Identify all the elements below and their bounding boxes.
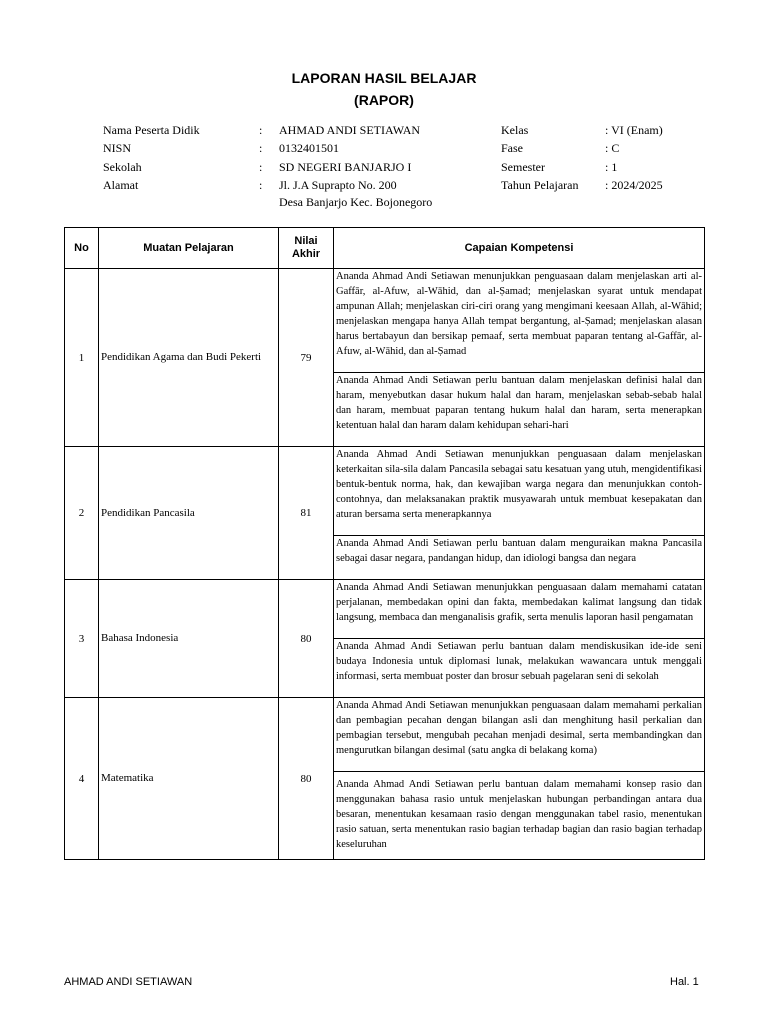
row-score: 81 [279,447,334,580]
row-improvement: Ananda Ahmad Andi Setiawan perlu bantuan dalam menjelaskan definisi halal dan haram, menyebutkan dasar hukum halal dan haram, menjelaskan sebab-sebab halal dan haram, membuat paparan tentang hukum halal dan haram, serta menerapkan ketentuan halal dan haram dalam kehidupan sehari-hari [334,373,705,447]
col-subject-header: Muatan Pelajaran [99,228,279,269]
nisn-label: NISN [103,141,132,155]
phase-label: Fase [501,141,523,155]
row-improvement: Ananda Ahmad Andi Setiawan perlu bantuan dalam menguraikan makna Pancasila sebagai dasar negara, pandangan hidup, dan idiologi bangsa dan negara [334,536,705,580]
row-improvement: Ananda Ahmad Andi Setiawan perlu bantuan dalam memahami konsep rasio dan menggunakan bahasa rasio untuk menjelaskan hubungan perbandingan antara dua besaran, menentukan kesamaan rasio dengan menggunakan tabel rasio, menentukan rasio satuan, serta menentukan rasio bagian terhadap bagian dan rasio bagian terhadap keseluruhan [334,772,705,860]
table-row [65,447,705,536]
row-subject: Bahasa Indonesia [99,580,279,698]
row-score: 79 [279,269,334,447]
school-value: SD NEGERI BANJARJO I [279,160,412,174]
col-score-line2: Akhir [291,248,321,260]
col-no-header: No [65,228,99,269]
report-title: LAPORAN HASIL BELAJAR [291,70,477,86]
footer-student-name: AHMAD ANDI SETIAWAN [64,976,193,988]
school-label: Sekolah [103,160,142,174]
row-no: 4 [65,698,99,860]
year-label: Tahun Pelajaran [501,178,579,192]
row-achievement: Ananda Ahmad Andi Setiawan menunjukkan penguasaan dalam menjelaskan keterkaitan sila-sila dalam Pancasila sebagai satu kesatuan yang utuh, mengidentifikasi bentuk-bentuk norma, hak, dan kewajiban warga negara dan menunjukkan contoh-contohnya, dan melaksanakan praktik musyawarah untuk membuat kesepakatan dan aturan bersama serta menerapkannya [334,447,705,536]
address-label: Alamat [103,178,139,192]
address-line2: Desa Banjarjo Kec. Bojonegoro [279,195,433,209]
colon: : [259,123,263,137]
table-row [65,269,705,373]
row-subject: Matematika [99,698,279,860]
colon: : [259,160,263,174]
address-line1: Jl. J.A Suprapto No. 200 [279,178,397,192]
table-row [65,580,705,639]
row-achievement: Ananda Ahmad Andi Setiawan menunjukkan penguasaan dalam menjelaskan arti al-Gaffār, al-Afuw, al-Wāhid, dan al-Ṣamad; menjelaskan syarat untuk mendapat ampunan Allah; menjelaskan ciri-ciri orang yang mengimani keesaan Allah, al-Wāhid; menjelaskan mengapa hanya Allah tempat bergantung, al-Ṣamad; menjelaskan alasan harus bertabayun dan bersikap pemaaf, serta membuat paparan tentang al-Gaffār, al-Afuw, al-Wāhid, dan al-Ṣamad [334,269,705,373]
table-header-row [65,228,705,269]
class-value: : VI (Enam) [605,123,663,137]
row-score: 80 [279,580,334,698]
grades-table [64,227,705,860]
row-no: 1 [65,269,99,447]
row-score: 80 [279,698,334,860]
colon: : [259,141,263,155]
report-subtitle: (RAPOR) [354,92,414,108]
row-achievement: Ananda Ahmad Andi Setiawan menunjukkan penguasaan dalam memahami perkalian dan pembagian pecahan dengan bilangan asli dan menghitung hasil perkalian dan pembagian tersebut, mengubah pecahan menjadi desimal, serta membandingkan dan mengurutkan bilangan desimal (satu angka di belakang koma) [334,698,705,772]
col-competency-header: Capaian Kompetensi [334,228,705,269]
nisn-value: 0132401501 [279,141,339,155]
name-value: AHMAD ANDI SETIAWAN [279,123,421,137]
footer-page-number: Hal. 1 [670,976,699,988]
class-label: Kelas [501,123,529,137]
col-score-line1: Nilai [294,235,318,247]
semester-value: : 1 [605,160,618,174]
student-info [0,123,768,215]
table-row [65,698,705,772]
semester-label: Semester [501,160,545,174]
col-score-header [279,228,334,269]
year-value: : 2024/2025 [605,178,663,192]
row-improvement: Ananda Ahmad Andi Setiawan perlu bantuan dalam mendiskusikan ide-ide seni budaya Indonesia untuk diplomasi lunak, melakukan wawancara untuk menggali informasi, serta membuat poster dan brosur sebuah pagelaran seni di sekolah [334,639,705,698]
row-achievement: Ananda Ahmad Andi Setiawan menunjukkan penguasaan dalam memahami catatan perjalanan, membedakan opini dan fakta, membedakan kalimat langsung dan tidak langsung, membaca dan menganalisis grafik, serta menulis laporan hasil pengamatan [334,580,705,639]
row-no: 3 [65,580,99,698]
row-no: 2 [65,447,99,580]
row-subject: Pendidikan Pancasila [99,447,279,580]
name-label: Nama Peserta Didik [103,123,200,137]
phase-value: : C [605,141,620,155]
colon: : [259,178,263,192]
row-subject: Pendidikan Agama dan Budi Pekerti [99,269,279,447]
